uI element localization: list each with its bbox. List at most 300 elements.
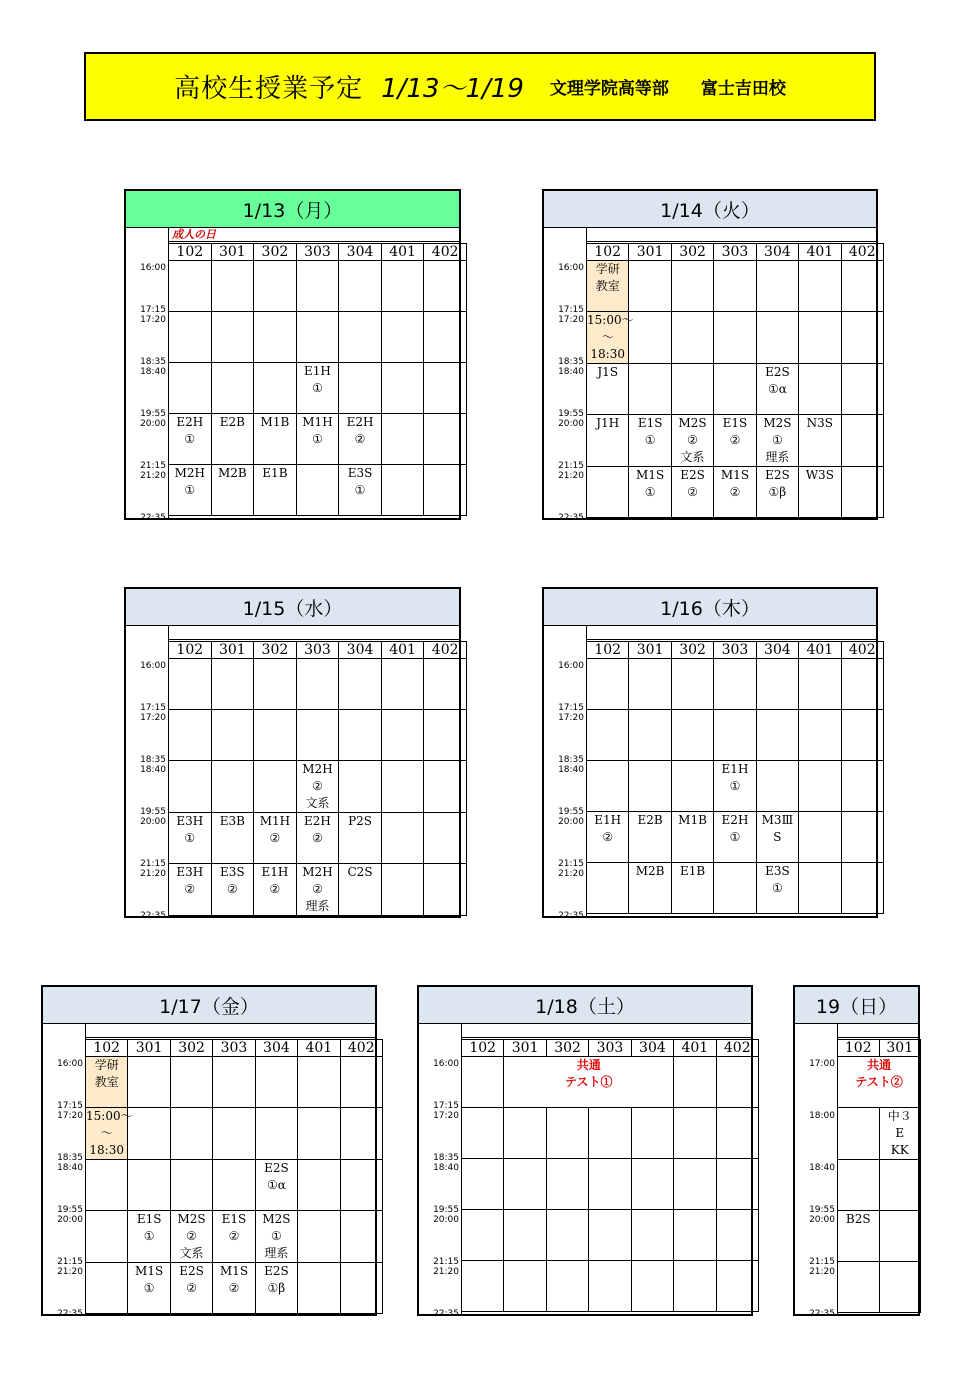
room-header: 302 (254, 244, 297, 261)
class-cell (298, 1057, 340, 1108)
room-header: 402 (340, 1040, 382, 1057)
room-header: 301 (211, 244, 254, 261)
class-cell (671, 659, 713, 710)
class-cell (211, 761, 254, 813)
class-cell: M2S ① 理系 (756, 415, 798, 467)
class-cell (296, 659, 339, 710)
time-label: 21:20 (140, 471, 166, 481)
class-cell (169, 363, 212, 414)
room-header: 402 (716, 1040, 758, 1057)
schedule-d17 (41, 985, 377, 1319)
class-cell (170, 1108, 212, 1160)
schedule-d18 (417, 985, 753, 1319)
room-header: 304 (756, 244, 798, 261)
class-cell: E3H ① (169, 813, 212, 864)
class-cell (424, 465, 467, 516)
time-label: 18:35 (433, 1153, 459, 1163)
time-column (419, 987, 461, 1318)
class-cell (756, 312, 798, 364)
room-header: 402 (841, 642, 883, 659)
note-bar (586, 227, 876, 242)
class-cell (211, 710, 254, 761)
class-cell (756, 761, 798, 812)
class-cell (714, 863, 756, 914)
class-cell (254, 363, 297, 414)
class-cell (296, 465, 339, 516)
common-test-label: 共通 テスト② (838, 1057, 921, 1108)
campus-name: 富士吉田校 (700, 79, 786, 99)
class-cell (671, 364, 713, 415)
time-column (544, 191, 586, 522)
room-header: 303 (714, 244, 756, 261)
class-cell (587, 659, 629, 710)
time-label: 21:15 (57, 1257, 83, 1267)
class-cell: E1S ① (629, 415, 671, 467)
time-label: 16:00 (433, 1059, 459, 1069)
class-cell (339, 761, 382, 813)
class-cell (86, 1211, 128, 1263)
class-cell (296, 312, 339, 363)
date-range: 1/13〜1/19 (381, 74, 524, 104)
class-cell: E2S ①β (756, 467, 798, 518)
class-cell (340, 1160, 382, 1211)
school-name: 文理学院高等部 (549, 79, 669, 99)
time-label: 19:55 (433, 1205, 459, 1215)
class-cell: E2H ① (169, 414, 212, 465)
class-cell: P2S (339, 813, 382, 864)
class-cell (339, 261, 382, 312)
class-cell (211, 363, 254, 414)
room-header: 102 (587, 244, 629, 261)
class-cell (879, 1211, 921, 1262)
class-cell (169, 761, 212, 813)
time-label: 20:00 (809, 1215, 835, 1225)
class-cell: E1H ① (296, 363, 339, 414)
time-label: 21:15 (558, 859, 584, 869)
class-cell (714, 312, 756, 364)
class-cell (169, 312, 212, 363)
room-header: 304 (255, 1040, 297, 1057)
class-cell (671, 261, 713, 312)
class-cell: M2S ② 文系 (170, 1211, 212, 1263)
note-bar (461, 1023, 751, 1038)
note-bar (168, 625, 459, 640)
class-cell (128, 1057, 170, 1108)
room-header: 102 (587, 642, 629, 659)
class-cell (340, 1263, 382, 1314)
class-cell (381, 363, 424, 414)
time-label: 17:20 (140, 713, 166, 723)
class-cell (296, 261, 339, 312)
room-header: 102 (838, 1040, 880, 1057)
title-banner (84, 52, 876, 121)
time-label: 16:00 (558, 661, 584, 671)
day-header: 1/14（火） (544, 191, 876, 228)
class-cell: M2H ② 理系 (296, 864, 339, 916)
room-header: 301 (128, 1040, 170, 1057)
class-cell: J1H (587, 415, 629, 467)
class-cell (298, 1211, 340, 1263)
time-label: 18:40 (433, 1163, 459, 1173)
time-label: 19:55 (558, 409, 584, 419)
room-header: 303 (714, 642, 756, 659)
room-header: 401 (799, 642, 841, 659)
class-cell (714, 261, 756, 312)
time-label: 18:35 (140, 357, 166, 367)
class-cell: M1H ② (254, 813, 297, 864)
class-cell (213, 1108, 255, 1160)
class-cell (128, 1160, 170, 1211)
time-label: 18:00 (809, 1111, 835, 1121)
time-label: 18:40 (558, 765, 584, 775)
class-cell (799, 863, 841, 914)
class-cell: E2H ① (714, 812, 756, 863)
class-cell (799, 812, 841, 863)
class-cell: M2B (629, 863, 671, 914)
class-cell: E1S ② (714, 415, 756, 467)
time-label: 20:00 (433, 1215, 459, 1225)
class-cell (340, 1057, 382, 1108)
schedule-d19 (793, 985, 920, 1319)
class-cell (170, 1160, 212, 1211)
time-label: 21:20 (558, 471, 584, 481)
class-cell (799, 364, 841, 415)
room-grid (85, 1039, 383, 1314)
class-cell (211, 261, 254, 312)
time-label: 21:15 (140, 859, 166, 869)
class-cell (629, 261, 671, 312)
class-cell (424, 363, 467, 414)
time-label: 17:20 (433, 1111, 459, 1121)
schedule-d13 (124, 189, 461, 523)
time-label: 22:35 (57, 1309, 83, 1319)
class-cell (841, 415, 883, 467)
common-test-label: 共通 テスト① (504, 1057, 674, 1108)
class-cell (841, 761, 883, 812)
class-cell: W3S (799, 467, 841, 518)
class-cell: E2S ①α (756, 364, 798, 415)
class-cell: E2B (629, 812, 671, 863)
class-cell: M1S ① (629, 467, 671, 518)
class-cell (671, 312, 713, 364)
time-label: 20:00 (140, 817, 166, 827)
time-label: 20:00 (140, 419, 166, 429)
class-cell (424, 261, 467, 312)
time-label: 17:15 (140, 305, 166, 315)
class-cell (381, 864, 424, 916)
class-cell (629, 364, 671, 415)
class-cell (424, 813, 467, 864)
room-header: 304 (339, 244, 382, 261)
class-cell (841, 312, 883, 364)
room-grid (586, 243, 884, 518)
time-label: 20:00 (558, 817, 584, 827)
time-column (126, 191, 168, 522)
class-cell: E1B (671, 863, 713, 914)
class-cell (587, 710, 629, 761)
class-cell (381, 261, 424, 312)
class-cell (339, 312, 382, 363)
class-cell: E2S ①β (255, 1263, 297, 1314)
class-cell: E1H ① (714, 761, 756, 812)
time-label: 18:40 (140, 765, 166, 775)
room-header: 401 (381, 642, 424, 659)
time-label: 22:35 (140, 513, 166, 523)
class-cell: N3S (799, 415, 841, 467)
time-label: 18:40 (558, 367, 584, 377)
class-cell (799, 312, 841, 364)
room-header: 301 (211, 642, 254, 659)
class-cell: B2S (838, 1211, 880, 1262)
room-grid (168, 641, 467, 916)
day-header: 19（日） (795, 987, 918, 1024)
class-cell (424, 761, 467, 813)
room-grid (461, 1039, 759, 1312)
class-cell (799, 659, 841, 710)
room-header: 102 (462, 1040, 504, 1057)
class-cell (799, 710, 841, 761)
class-cell (756, 261, 798, 312)
class-cell (587, 467, 629, 518)
class-cell: E1B (254, 465, 297, 516)
time-label: 21:15 (558, 461, 584, 471)
time-label: 22:35 (433, 1309, 459, 1319)
room-header: 102 (169, 642, 212, 659)
class-cell (424, 414, 467, 465)
time-label: 16:00 (140, 263, 166, 273)
class-cell (629, 312, 671, 364)
time-column (43, 987, 85, 1318)
class-cell (169, 710, 212, 761)
room-header: 303 (213, 1040, 255, 1057)
time-label: 21:15 (140, 461, 166, 471)
class-cell (841, 364, 883, 415)
room-header: 303 (296, 244, 339, 261)
class-cell: M2H ② 文系 (296, 761, 339, 813)
room-header: 401 (381, 244, 424, 261)
class-cell (838, 1108, 880, 1160)
time-label: 16:00 (558, 263, 584, 273)
time-label: 18:40 (57, 1163, 83, 1173)
class-cell (671, 761, 713, 812)
class-cell: E3B (211, 813, 254, 864)
class-cell: M1S ① (128, 1263, 170, 1314)
class-cell: E1S ② (213, 1211, 255, 1263)
class-cell (298, 1263, 340, 1314)
time-label: 19:55 (140, 409, 166, 419)
schedule-d15 (124, 587, 461, 921)
class-cell: 15:00〜 〜18:30 (587, 312, 629, 364)
time-label: 18:35 (57, 1153, 83, 1163)
time-label: 21:15 (433, 1257, 459, 1267)
class-cell (298, 1108, 340, 1160)
class-cell (714, 710, 756, 761)
class-cell (381, 465, 424, 516)
time-label: 22:35 (140, 911, 166, 921)
class-cell: 15:00〜 〜18:30 (86, 1108, 128, 1160)
class-cell: M2B (211, 465, 254, 516)
time-label: 16:00 (140, 661, 166, 671)
time-label: 22:35 (809, 1309, 835, 1319)
class-cell (339, 363, 382, 414)
class-cell: J1S (587, 364, 629, 415)
room-header: 402 (424, 642, 467, 659)
class-cell (169, 659, 212, 710)
room-header: 301 (879, 1040, 921, 1057)
room-header: 302 (170, 1040, 212, 1057)
class-cell: E3S ① (756, 863, 798, 914)
class-cell: M2H ① (169, 465, 212, 516)
time-column (544, 589, 586, 920)
room-header: 304 (756, 642, 798, 659)
class-cell (339, 659, 382, 710)
class-cell (339, 710, 382, 761)
room-header: 302 (254, 642, 297, 659)
class-cell (838, 1262, 880, 1313)
class-cell (629, 710, 671, 761)
class-cell (841, 710, 883, 761)
class-cell (799, 261, 841, 312)
class-cell (340, 1211, 382, 1263)
class-cell: M2S ① 理系 (255, 1211, 297, 1263)
time-label: 17:20 (57, 1111, 83, 1121)
day-header: 1/15（水） (126, 589, 459, 626)
class-cell: E2S ② (671, 467, 713, 518)
class-cell (714, 364, 756, 415)
class-cell (587, 761, 629, 812)
time-label: 17:00 (809, 1059, 835, 1069)
class-cell: 学研 教室 (587, 261, 629, 312)
room-header: 402 (841, 244, 883, 261)
class-cell (424, 312, 467, 363)
class-cell: 中３ E KK (879, 1108, 921, 1160)
note-bar (168, 227, 459, 242)
time-label: 21:20 (140, 869, 166, 879)
time-label: 17:20 (558, 713, 584, 723)
note-bar (85, 1023, 375, 1038)
time-label: 18:35 (558, 357, 584, 367)
time-label: 17:20 (558, 315, 584, 325)
class-cell (381, 659, 424, 710)
class-cell (340, 1108, 382, 1160)
class-cell: E3S ① (339, 465, 382, 516)
class-cell (255, 1108, 297, 1160)
time-label: 20:00 (558, 419, 584, 429)
time-label: 17:20 (140, 315, 166, 325)
room-header: 301 (504, 1040, 546, 1057)
class-cell (381, 761, 424, 813)
class-cell: M1B (254, 414, 297, 465)
class-cell (841, 863, 883, 914)
class-cell (254, 659, 297, 710)
room-header: 301 (629, 244, 671, 261)
time-label: 18:40 (809, 1163, 835, 1173)
class-cell (298, 1160, 340, 1211)
time-label: 19:55 (140, 807, 166, 817)
time-label: 19:55 (809, 1205, 835, 1215)
class-cell: M3Ⅲ S (756, 812, 798, 863)
day-header: 1/16（木） (544, 589, 876, 626)
class-cell (213, 1057, 255, 1108)
room-grid (586, 641, 884, 914)
schedule-d14 (542, 189, 878, 523)
room-header: 102 (86, 1040, 128, 1057)
time-label: 21:20 (558, 869, 584, 879)
class-cell (879, 1262, 921, 1313)
room-header: 301 (629, 642, 671, 659)
class-cell: C2S (339, 864, 382, 916)
class-cell (424, 864, 467, 916)
class-cell: M1B (671, 812, 713, 863)
class-cell (255, 1057, 297, 1108)
room-header: 302 (546, 1040, 588, 1057)
time-label: 17:15 (57, 1101, 83, 1111)
class-cell (841, 467, 883, 518)
room-header: 102 (169, 244, 212, 261)
class-cell (211, 312, 254, 363)
class-cell (254, 312, 297, 363)
day-header: 1/18（土） (419, 987, 751, 1024)
class-cell (86, 1160, 128, 1211)
time-label: 22:35 (558, 513, 584, 523)
holiday-label: 成人の日 (172, 228, 216, 241)
class-cell (381, 813, 424, 864)
class-cell (381, 414, 424, 465)
class-cell (799, 761, 841, 812)
class-cell (381, 710, 424, 761)
class-cell (671, 710, 713, 761)
class-cell (838, 1160, 880, 1211)
class-cell (756, 710, 798, 761)
room-header: 401 (799, 244, 841, 261)
time-label: 18:35 (140, 755, 166, 765)
class-cell: E2S ② (170, 1263, 212, 1314)
time-label: 21:15 (809, 1257, 835, 1267)
class-cell (128, 1108, 170, 1160)
class-cell (424, 659, 467, 710)
class-cell (841, 812, 883, 863)
class-cell (86, 1263, 128, 1314)
room-header: 303 (296, 642, 339, 659)
note-bar (837, 1023, 918, 1038)
time-label: 16:00 (57, 1059, 83, 1069)
room-header: 304 (339, 642, 382, 659)
day-header: 1/13（月） (126, 191, 459, 228)
time-label: 20:00 (57, 1215, 83, 1225)
class-cell: M1H ① (296, 414, 339, 465)
class-cell: E1S ① (128, 1211, 170, 1263)
room-header: 303 (589, 1040, 631, 1057)
class-cell (629, 659, 671, 710)
time-label: 21:20 (809, 1267, 835, 1277)
class-cell (841, 659, 883, 710)
class-cell: E1H ② (587, 812, 629, 863)
room-header: 401 (674, 1040, 716, 1057)
page-title: 高校生授業予定 (174, 74, 364, 104)
class-cell (629, 761, 671, 812)
class-cell: M2S ② 文系 (671, 415, 713, 467)
room-grid (168, 243, 467, 516)
time-label: 17:15 (433, 1101, 459, 1111)
class-cell (296, 710, 339, 761)
room-header: 402 (424, 244, 467, 261)
note-bar (586, 625, 876, 640)
class-cell (254, 261, 297, 312)
room-header: 401 (298, 1040, 340, 1057)
class-cell (879, 1160, 921, 1211)
class-cell: 学研 教室 (86, 1057, 128, 1108)
time-label: 18:40 (140, 367, 166, 377)
